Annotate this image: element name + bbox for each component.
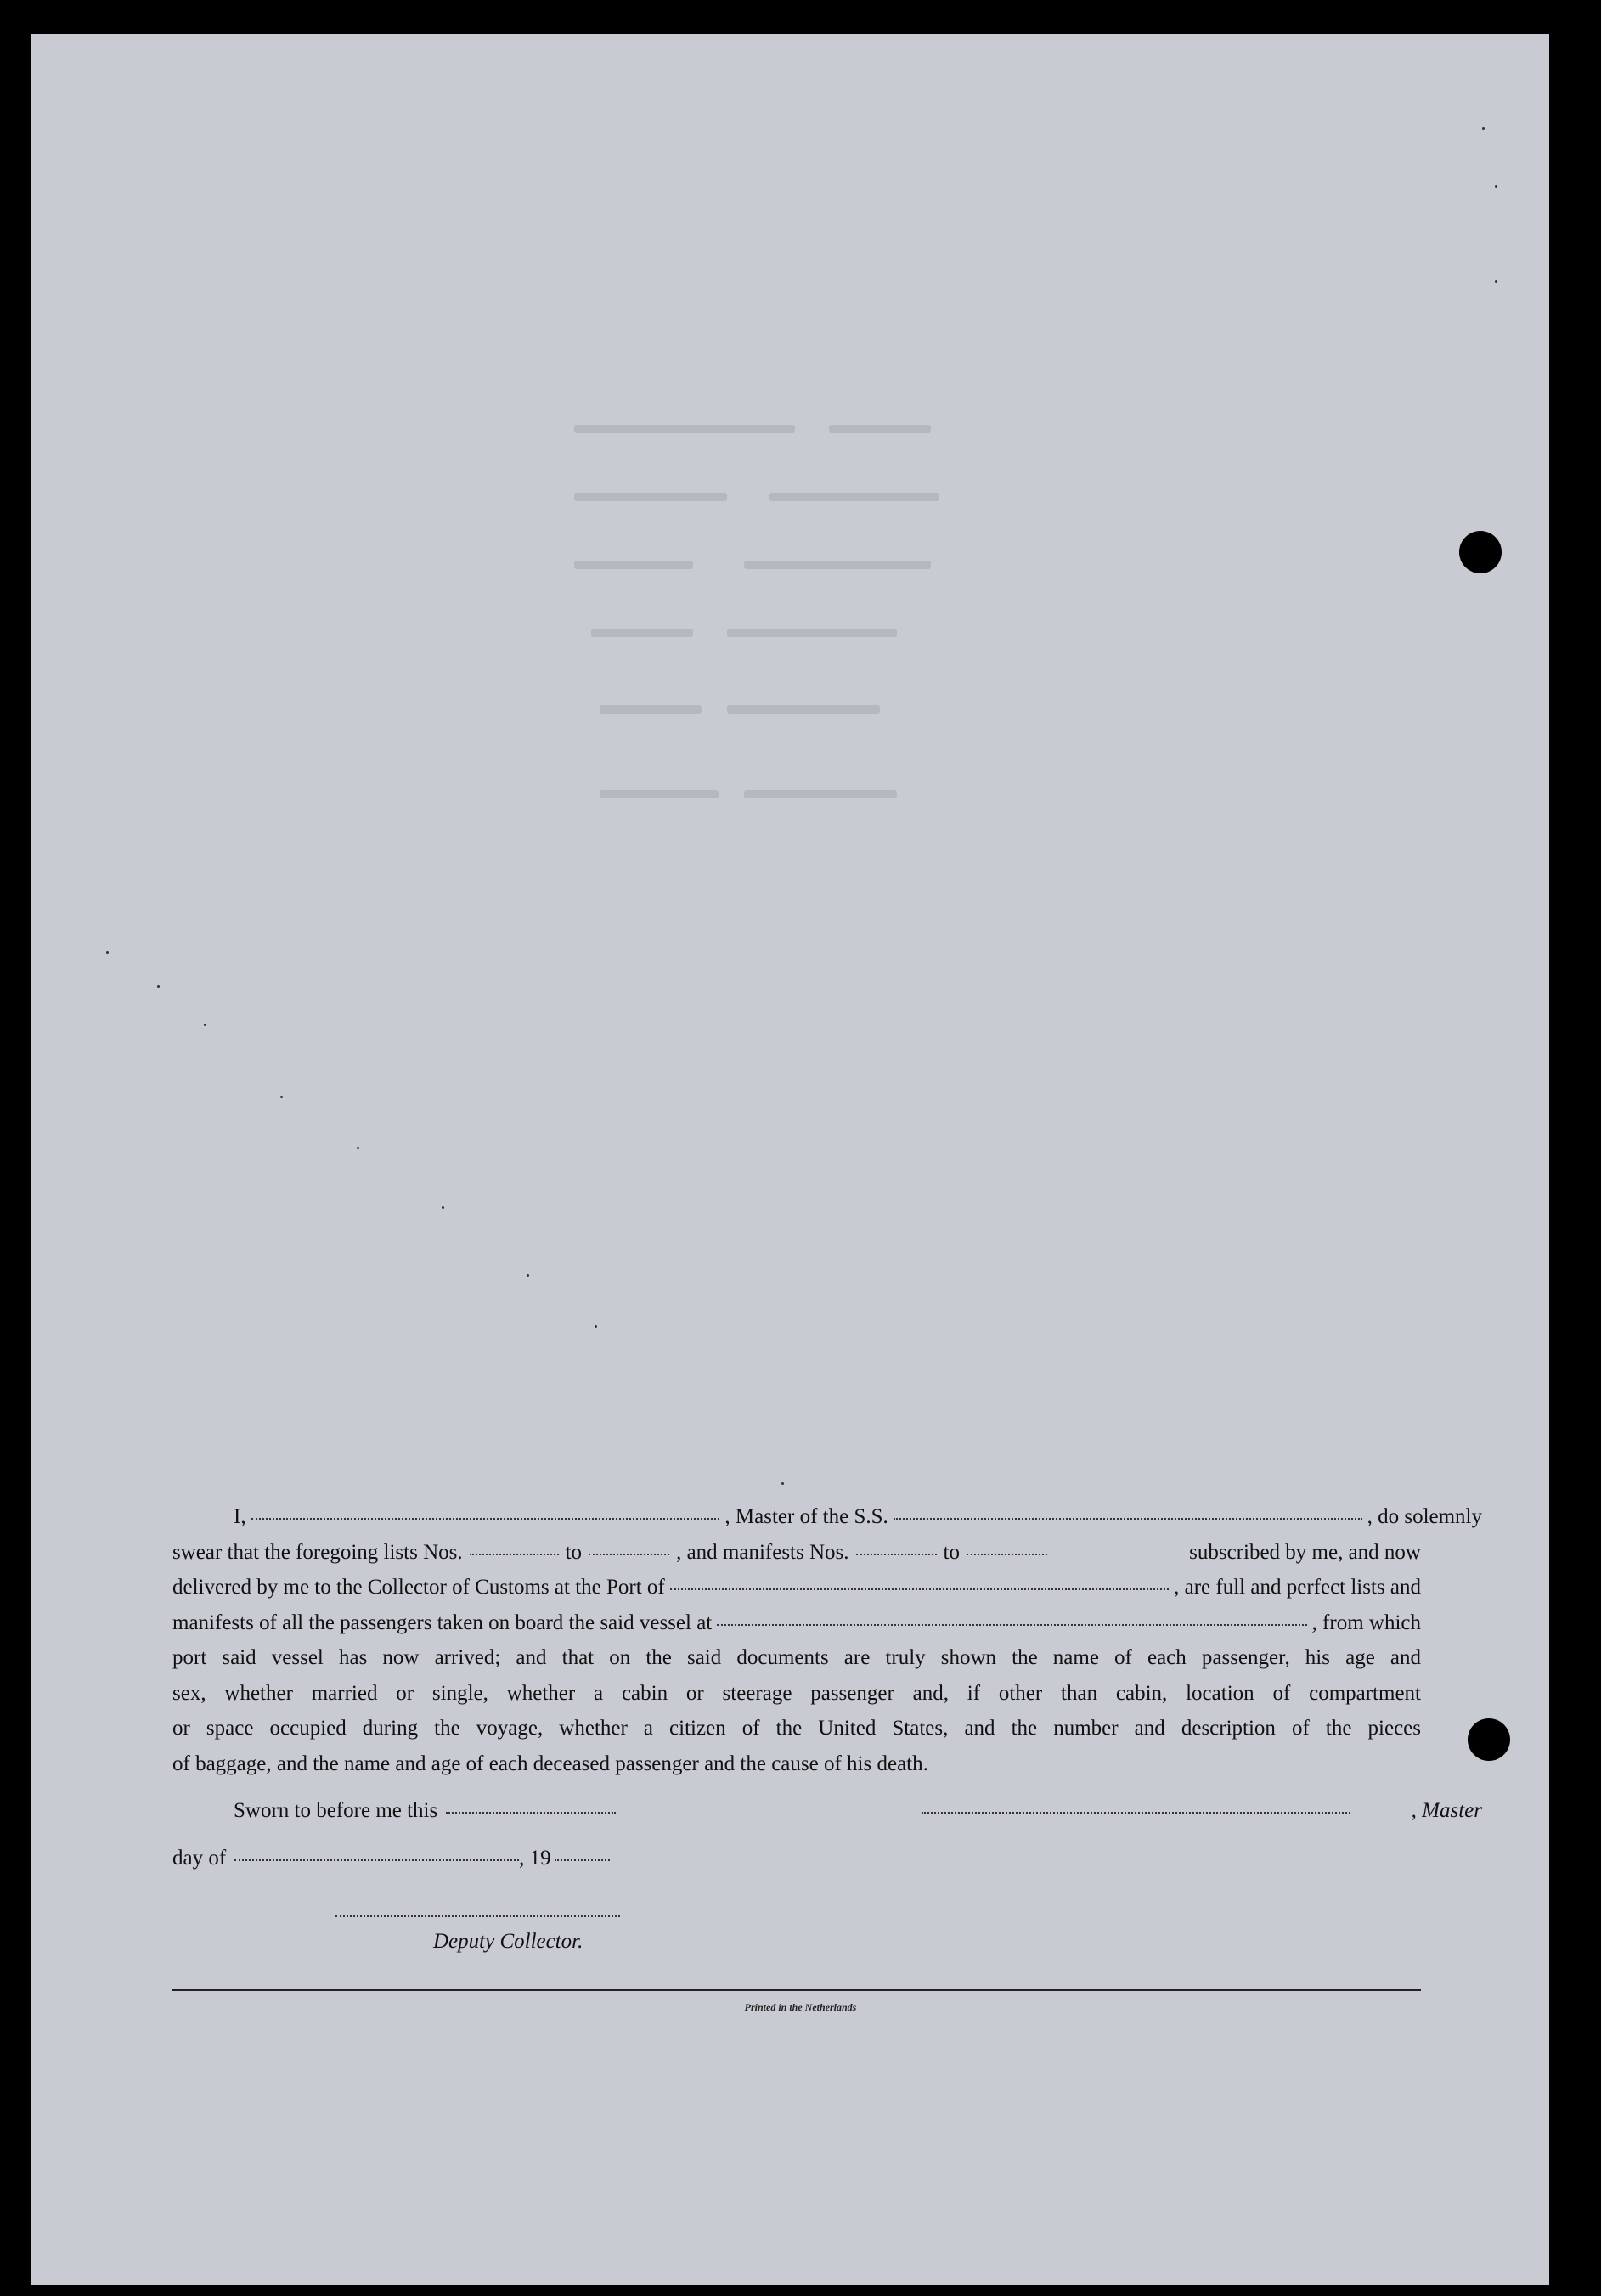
oath-text: , and manifests Nos.	[676, 1540, 849, 1564]
printer-imprint: Printed in the Netherlands	[744, 2001, 857, 2013]
master-name-field[interactable]	[251, 1517, 720, 1520]
year-field[interactable]	[555, 1859, 610, 1861]
oath-text: swear that the foregoing lists Nos.	[172, 1540, 463, 1564]
bleed-through-text	[574, 399, 1254, 841]
month-field[interactable]	[234, 1859, 519, 1861]
date-line	[172, 1841, 1421, 1876]
sworn-day-field[interactable]	[446, 1811, 616, 1814]
oath-text: , are full and perfect lists and	[1174, 1576, 1421, 1599]
oath-line-1	[172, 1499, 1482, 1535]
oath-line-6: sex, whether married or single, whether a cabin or steerage passenger and, if other than cabin, location of compartment	[172, 1681, 1421, 1705]
oath-text: to	[943, 1540, 960, 1564]
lists-to-field[interactable]	[589, 1553, 669, 1555]
oath-text: , 19	[519, 1846, 551, 1870]
deputy-signature-field[interactable]	[335, 1915, 620, 1917]
oath-line-7: or space occupied during the voyage, whether a citizen of the United States, and the number and description of the pieces	[172, 1717, 1421, 1740]
oath-text: manifests of all the passengers taken on board the said vessel at	[172, 1611, 713, 1634]
oath-text: to	[565, 1540, 583, 1564]
oath-line-8: of baggage, and the name and age of each deceased passenger and the cause of his death.	[172, 1752, 928, 1775]
deputy-collector-label: Deputy Collector.	[433, 1930, 583, 1953]
oath-line-3	[172, 1570, 1421, 1605]
master-label: , Master	[1411, 1799, 1482, 1822]
document-page	[31, 34, 1549, 2285]
ship-name-field[interactable]	[894, 1517, 1362, 1520]
oath-paragraph	[172, 1499, 1483, 1876]
port-of-departure-field[interactable]	[717, 1623, 1306, 1626]
oath-line-2	[172, 1535, 1421, 1571]
oath-text: , do solemnly	[1367, 1505, 1483, 1528]
oath-text: day of	[172, 1846, 227, 1870]
lists-from-field[interactable]	[470, 1553, 559, 1555]
footer-rule	[172, 1989, 1421, 1991]
manifests-from-field[interactable]	[856, 1553, 937, 1555]
master-signature-field[interactable]	[922, 1811, 1350, 1814]
oath-line-4	[172, 1605, 1421, 1641]
oath-text: , Master of the S.S.	[724, 1505, 888, 1528]
oath-text: , from which	[1311, 1611, 1421, 1634]
manifests-to-field[interactable]	[967, 1553, 1047, 1555]
punch-hole-top	[1459, 531, 1502, 573]
sworn-line	[172, 1793, 1482, 1829]
oath-line-5: port said vessel has now arrived; and that on the said documents are truly shown the name of each passenger, his age and	[172, 1646, 1421, 1669]
oath-text: I,	[234, 1505, 246, 1528]
oath-text: Sworn to before me this	[234, 1799, 438, 1822]
oath-text: subscribed by me, and now	[1189, 1540, 1421, 1564]
oath-text: delivered by me to the Collector of Customs at the Port of	[172, 1576, 665, 1599]
port-of-arrival-field[interactable]	[670, 1588, 1169, 1590]
punch-hole-bottom	[1468, 1718, 1510, 1761]
